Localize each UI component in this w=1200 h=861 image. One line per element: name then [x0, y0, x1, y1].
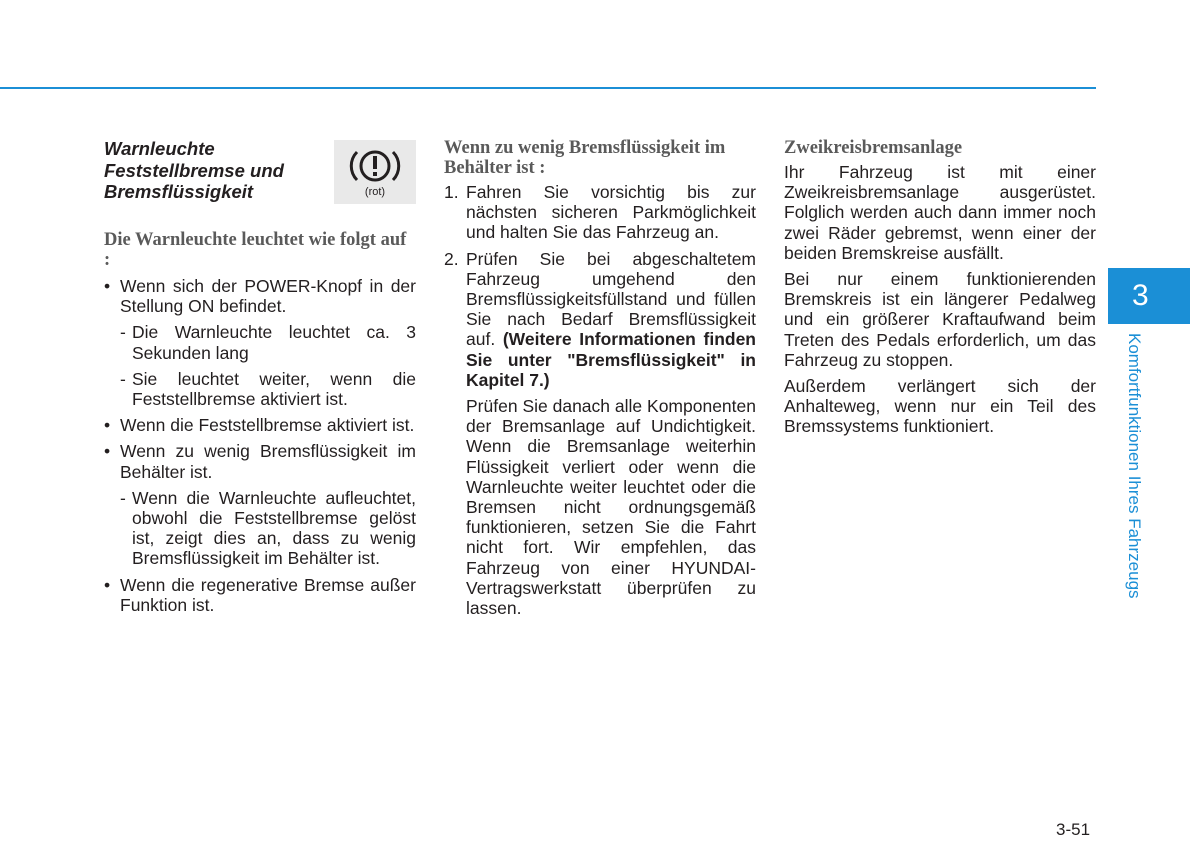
bullet-marker: • [104, 441, 111, 462]
page-number: 3-51 [1056, 820, 1091, 839]
list-item: - Wenn die Warnleuchte aufleuchtet, obwohl die Feststellbremse gelöst ist, zeigt dies an, dass zu wenig Bremsflüssigkeit im Behälter ist. [120, 487, 416, 569]
list-item: • Wenn sich der POWER-Knopf in der Stellung ON befindet. [104, 276, 416, 317]
bullet-marker: • [104, 574, 111, 595]
list-item: - Die Warnleuchte leuchtet ca. 3 Sekunden lang [120, 322, 416, 363]
section-title: Warnleuchte Feststellbremse und Bremsflüssigkeit [104, 138, 284, 202]
bullet-marker: • [104, 276, 111, 296]
list-item: • Wenn zu wenig Bremsflüssigkeit im Behälter ist. [104, 441, 416, 482]
top-rule [0, 87, 1096, 89]
dash-marker: - [120, 368, 126, 389]
subheading: Wenn zu wenig Bremsflüssigkeit im Behälter ist : [444, 138, 726, 178]
dash-marker: - [120, 487, 126, 508]
bullet-marker: • [104, 415, 111, 436]
subheading: Zweikreisbremsanlage [784, 138, 963, 158]
warning-icon-box [334, 140, 416, 204]
chapter-tab: 3 [1108, 268, 1190, 324]
list-item: • Wenn die regenerative Bremse außer Funktion ist. [104, 574, 416, 615]
numbered-item: 2. Prüfen Sie bei abgeschaltetem Fahrzeug umgehend den Bremsflüssigkeitsfüllstand und füllen Sie nach Bedarf Bremsflüssigkeit auf. (Weitere Informationen finden Sie unter "Bremsflüssigkeit" in Kapitel 7.) [444, 248, 756, 390]
warning-header [104, 138, 416, 230]
item-number: 2. [444, 248, 459, 269]
column-1 [104, 138, 416, 615]
column-3 [784, 138, 1096, 437]
brake-warning-icon [348, 145, 402, 187]
chapter-title: Komfortfunktionen Ihres Fahrzeugs [1125, 333, 1144, 599]
item-number: 1. [444, 182, 459, 202]
numbered-item: 1. Fahren Sie vorsichtig bis zur nächsten sicheren Parkmöglichkeit und halten Sie das Fahrzeug an. [444, 182, 756, 243]
list-item: • Wenn die Feststellbremse aktiviert ist. [104, 415, 415, 436]
paragraph: Bei nur einem funktionierenden Bremskreis ist ein längerer Pedalweg und ein größerer Kraftaufwand beim Treten des Pedals erforderlich, um das Fahrzeug zu stoppen. [784, 269, 1096, 370]
list-item: - Sie leuchtet weiter, wenn die Feststellbremse aktiviert ist. [120, 368, 416, 410]
column-2 [444, 138, 756, 618]
icon-caption: (rot) [364, 186, 386, 198]
paragraph: Ihr Fahrzeug ist mit einer Zweikreisbremsanlage ausgerüstet. Folglich werden auch dann immer noch zwei Räder gebremst, wenn einer der beiden Bremskreise ausfällt. [784, 162, 1096, 263]
cross-reference: (Weitere Informationen finden Sie unter "Bremsflüssigkeit" in Kapitel 7.) [466, 329, 756, 390]
dash-marker: - [120, 322, 126, 343]
subheading: Die Warnleuchte leuchtet wie folgt auf : [104, 230, 407, 270]
paragraph: Prüfen Sie danach alle Komponenten der Bremsanlage auf Undichtigkeit. Wenn die Bremsanlage weiterhin Flüssigkeit verliert oder wenn die Warnleuchte weiter leuchtet oder die Bremsen nicht ordnungsgemäß funktionieren, setzen Sie die Fahrt nicht fort. Wir empfehlen, das Fahrzeug von einer HYUNDAI-Vertragswerkstatt überprüfen zu lassen. [466, 396, 756, 619]
paragraph: Außerdem verlängert sich der Anhalteweg, wenn nur ein Teil des Bremssystems funktioniert. [784, 376, 1096, 437]
